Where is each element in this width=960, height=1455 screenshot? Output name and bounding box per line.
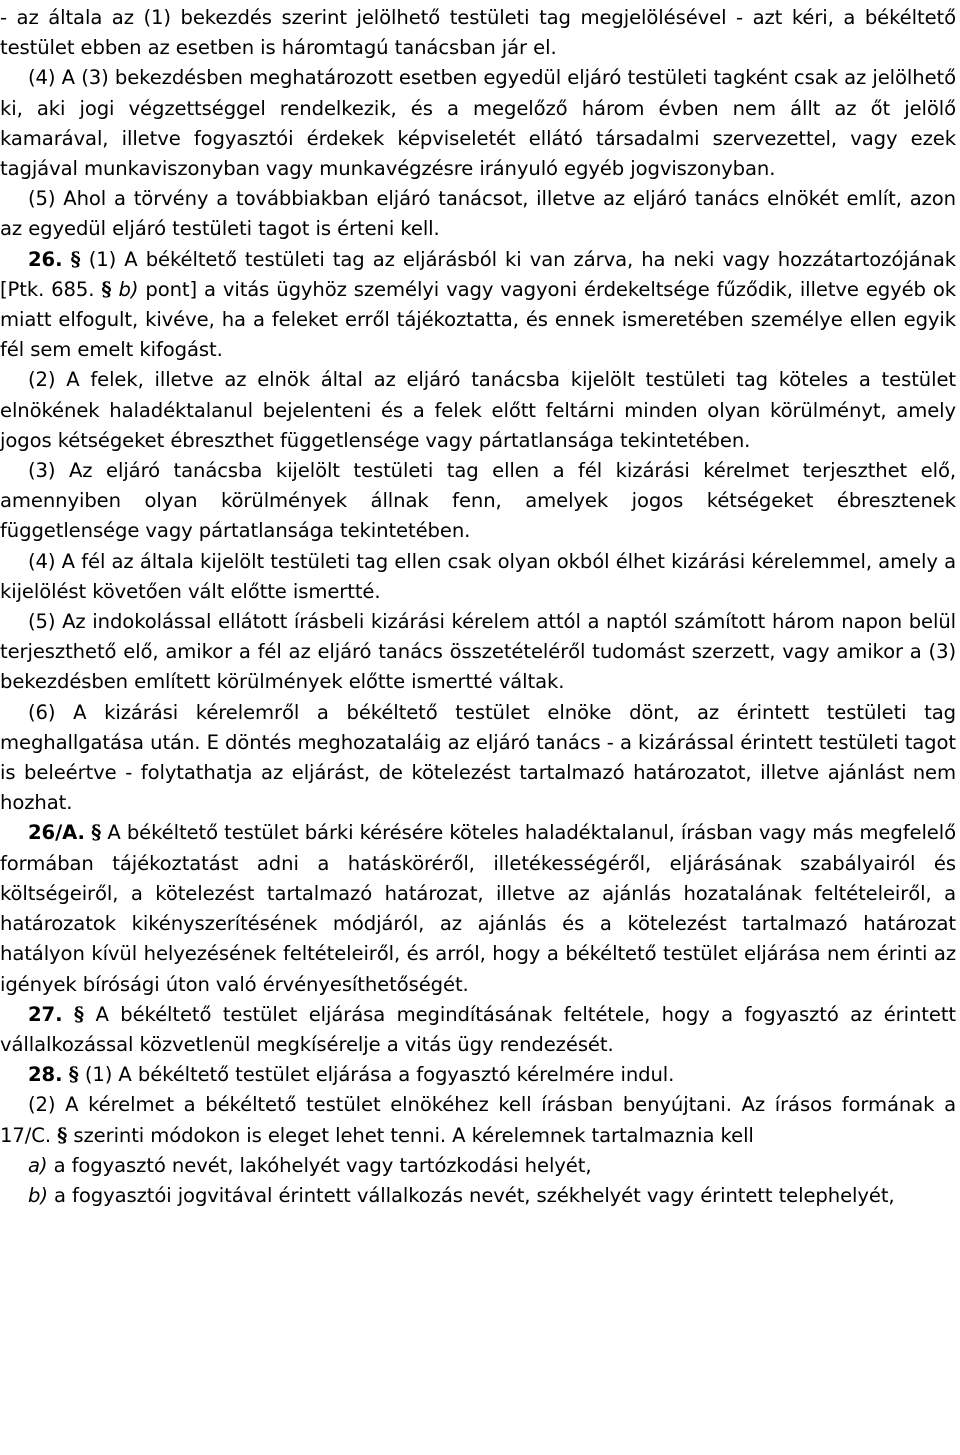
- point-b: [0, 1181, 956, 1211]
- section-sign: §: [101, 277, 112, 301]
- section-sign: §: [70, 247, 81, 271]
- paragraph-text: a fogyasztó nevét, lakóhelyét vagy tartózkodási helyét,: [47, 1153, 592, 1177]
- section-sign: §: [68, 1063, 79, 1087]
- paragraph-25-4: [0, 63, 956, 184]
- section-number: 27.: [28, 1002, 63, 1026]
- paragraph-text: (1) A békéltető testület eljárása a fogyasztó kérelmére indul.: [78, 1063, 675, 1087]
- paragraph-text: pont] a vitás ügyhöz személyi vagy vagyoni érdekeltsége fűződik, illetve egyéb ok miatt elfogult, kivéve, ha a feleket erről tájékoztatta, és ennek ismeretében személye ellen egyik fél sem emelt kifogást.: [0, 277, 956, 362]
- paragraph-text: (5) Ahol a törvény a továbbiakban eljáró tanácsot, illetve az eljáró tanács elnökét említ, azon az egyedül eljáró testületi tagot is érteni kell.: [0, 187, 956, 241]
- paragraph-continuation: [0, 3, 956, 63]
- paragraph-text: - az általa az (1) bekezdés szerint jelölhető testületi tag megjelölésével - azt kéri, a békéltető testület ebben az esetben is háromtagú tanácsban jár el.: [0, 6, 956, 60]
- section-28-1: [0, 1060, 956, 1090]
- point-a: [0, 1151, 956, 1181]
- section-26a: [0, 818, 956, 999]
- section-number: 26/A.: [28, 821, 85, 845]
- section-26-5: [0, 607, 956, 698]
- paragraph-text: A békéltető testület bárki kérésére köteles haladéktalanul, írásban vagy más megfelelő formában tájékoztatást adni a hatásköréről, illetékességéről, eljárásának szabályairól és költségeiről, a kötelezést tartalmazó határozat, illetve az ajánlás hozatalának feltételeiről, a határozatok kikényszerítésének módjáról, az ajánlás és a kötelezést tartalmazó határozat hatályon kívül helyezésének feltételeiről, és arról, hogy a békéltető testület eljárása nem érinti az igények bírósági úton való érvényesíthetőségét.: [0, 821, 956, 996]
- paragraph-text: szerinti módokon is eleget lehet tenni. A kérelemnek tartalmaznia kell: [67, 1123, 754, 1147]
- section-27: [0, 1000, 956, 1060]
- paragraph-text: (2) A kérelmet a békéltető testület elnökéhez kell írásban benyújtani. Az írásos formának a 17/C.: [0, 1093, 956, 1147]
- point-label: b): [28, 1183, 48, 1207]
- section-number: 26.: [28, 247, 63, 271]
- paragraph-text: (3) Az eljáró tanácsba kijelölt testületi tag ellen a fél kizárási kérelmet terjeszthet elő, amennyiben olyan körülmények állnak fenn, amelyek jogos kétségeket ébresztenek függetlensége vagy pártatlansága tekintetében.: [0, 459, 956, 543]
- paragraph-text: A békéltető testület eljárása megindításának feltétele, hogy a fogyasztó az érintett vállalkozással közvetlenül megkísérelje a vitás ügy rendezését.: [0, 1002, 956, 1056]
- paragraph-text: a fogyasztói jogvitával érintett vállalkozás nevét, székhelyét vagy érintett telephelyét,: [47, 1183, 895, 1207]
- section-26-6: [0, 698, 956, 819]
- paragraph-text: (4) A fél az általa kijelölt testületi tag ellen csak olyan okból élhet kizárási kérelemmel, amely a kijelölést követően vált előtte ismertté.: [0, 549, 956, 603]
- section-sign: §: [57, 1123, 68, 1147]
- paragraph-text: (6) A kizárási kérelemről a békéltető testület elnöke dönt, az érintett testületi tag meghallgatása után. E döntés meghozataláig az eljáró tanács - a kizárással érintett testületi tagot is beleértve - folytathatja az eljárást, de kötelezést tartalmazó határozatot, illetve ajánlást nem hozhat.: [0, 700, 956, 815]
- section-number: 28.: [28, 1063, 63, 1087]
- paragraph-text: (4) A (3) bekezdésben meghatározott esetben egyedül eljáró testületi tagként csak az jelölhető ki, aki jogi végzettséggel rendelkezik, és a megelőző három évben nem állt az őt jelölő kamarával, illetve fogyasztói érdekek képviseletét ellátó társadalmi szervezettel, vagy ezek tagjával munkaviszonyban vagy munkavégzésre irányuló egyéb jogviszonyban.: [0, 66, 956, 181]
- section-26-1: [0, 245, 956, 366]
- paragraph-text: (1) A békéltető testületi tag az eljárásból ki van zárva, ha neki vagy hozzátartozójának [Ptk. 685.: [0, 247, 956, 301]
- point-label: a): [28, 1153, 48, 1177]
- section-26-3: [0, 456, 956, 547]
- point-label: b): [118, 277, 139, 301]
- space: [112, 278, 119, 301]
- paragraph-text: (2) A felek, illetve az elnök által az eljáró tanácsba kijelölt testületi tag köteles a testület elnökének haladéktalanul bejelenteni és a felek előtt feltárni minden olyan körülményt, amely jogos kétségeket ébreszthet függetlensége vagy pártatlansága tekintetében.: [0, 368, 956, 452]
- section-sign: §: [91, 821, 102, 845]
- section-26-4: [0, 547, 956, 607]
- section-26-2: [0, 365, 956, 456]
- section-28-2: [0, 1090, 956, 1150]
- paragraph-25-5: [0, 184, 956, 244]
- paragraph-text: (5) Az indokolással ellátott írásbeli kizárási kérelem attól a naptól számított három napon belül terjeszthető elő, amikor a fél az eljáró tanács összetételéről tudomást szerzett, vagy amikor a (3) bekezdésben említett körülmények előtte ismertté váltak.: [0, 610, 956, 694]
- section-sign: §: [73, 1002, 85, 1026]
